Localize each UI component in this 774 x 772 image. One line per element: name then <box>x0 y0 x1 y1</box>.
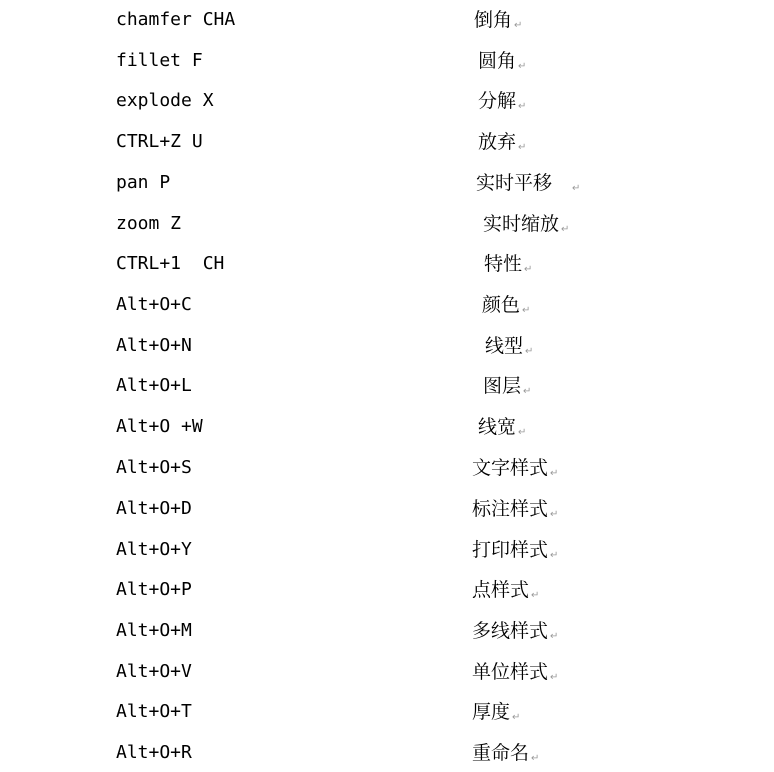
meaning-text: 实时平移 ↵ <box>476 172 581 194</box>
list-item <box>0 661 774 691</box>
paragraph-mark-icon: ↵ <box>522 305 531 316</box>
meaning-text: 倒角 ↵ <box>474 9 523 31</box>
list-item <box>0 539 774 569</box>
list-item <box>0 50 774 80</box>
list-item <box>0 416 774 446</box>
command-text: Alt+O+R <box>116 742 192 763</box>
command-text: Alt+O+T <box>116 701 192 722</box>
paragraph-mark-icon: ↵ <box>518 427 527 438</box>
meaning-text: 点样式 ↵ <box>472 579 540 601</box>
list-item <box>0 213 774 243</box>
paragraph-mark-icon: ↵ <box>550 550 559 561</box>
meaning-text: 实时缩放 ↵ <box>483 213 570 235</box>
list-item <box>0 335 774 365</box>
meaning-text: 单位样式 ↵ <box>472 661 559 683</box>
list-item <box>0 498 774 528</box>
meaning-text: 线宽 ↵ <box>478 416 527 438</box>
meaning-text: 放弃 ↵ <box>478 131 527 153</box>
paragraph-mark-icon: ↵ <box>518 101 527 112</box>
command-text: Alt+O+N <box>116 335 192 356</box>
command-text: zoom Z <box>116 213 182 234</box>
meaning-text: 特性 ↵ <box>484 253 533 275</box>
command-text: Alt+O+L <box>116 375 192 396</box>
list-item <box>0 172 774 202</box>
meaning-text: 标注样式 ↵ <box>472 498 559 520</box>
command-text: CTRL+1 CH <box>116 253 225 274</box>
paragraph-mark-icon: ↵ <box>518 142 527 153</box>
paragraph-mark-icon: ↵ <box>512 712 521 723</box>
list-item <box>0 253 774 283</box>
list-item <box>0 131 774 161</box>
paragraph-mark-icon: ↵ <box>550 672 559 683</box>
command-text: Alt+O+Y <box>116 539 192 560</box>
paragraph-mark-icon: ↵ <box>525 346 534 357</box>
paragraph-mark-icon: ↵ <box>524 264 533 275</box>
command-text: CTRL+Z U <box>116 131 203 152</box>
list-item <box>0 90 774 120</box>
command-text: Alt+O+D <box>116 498 192 519</box>
meaning-text: 图层 ↵ <box>483 375 532 397</box>
command-text: chamfer CHA <box>116 9 236 30</box>
paragraph-mark-icon: ↵ <box>518 61 527 72</box>
paragraph-mark-icon: ↵ <box>550 631 559 642</box>
paragraph-mark-icon: ↵ <box>561 224 570 235</box>
paragraph-mark-icon: ↵ <box>531 590 540 601</box>
paragraph-mark-icon: ↵ <box>550 468 559 479</box>
meaning-text: 线型 ↵ <box>485 335 534 357</box>
list-item <box>0 375 774 405</box>
meaning-text: 重命名 ↵ <box>472 742 540 764</box>
list-item <box>0 457 774 487</box>
list-item <box>0 620 774 650</box>
paragraph-mark-icon: ↵ <box>523 386 532 397</box>
paragraph-mark-icon: ↵ <box>531 753 540 764</box>
list-item <box>0 579 774 609</box>
command-text: Alt+O+M <box>116 620 192 641</box>
command-text: Alt+O+P <box>116 579 192 600</box>
command-text: fillet F <box>116 50 203 71</box>
command-text: Alt+O+S <box>116 457 192 478</box>
command-text: pan P <box>116 172 171 193</box>
meaning-text: 多线样式 ↵ <box>472 620 559 642</box>
meaning-text: 分解 ↵ <box>478 90 527 112</box>
command-text: Alt+O+C <box>116 294 192 315</box>
list-item <box>0 9 774 39</box>
meaning-text: 文字样式 ↵ <box>472 457 559 479</box>
meaning-text: 厚度 ↵ <box>472 701 521 723</box>
list-item <box>0 701 774 731</box>
list-item <box>0 742 774 772</box>
meaning-text: 打印样式 ↵ <box>472 539 559 561</box>
list-item <box>0 294 774 324</box>
command-text: Alt+O+V <box>116 661 192 682</box>
paragraph-mark-icon: ↵ <box>572 183 581 194</box>
meaning-text: 圆角 ↵ <box>478 50 527 72</box>
paragraph-mark-icon: ↵ <box>550 509 559 520</box>
command-text: explode X <box>116 90 214 111</box>
meaning-text: 颜色 ↵ <box>482 294 531 316</box>
command-text: Alt+O +W <box>116 416 203 437</box>
paragraph-mark-icon: ↵ <box>514 20 523 31</box>
